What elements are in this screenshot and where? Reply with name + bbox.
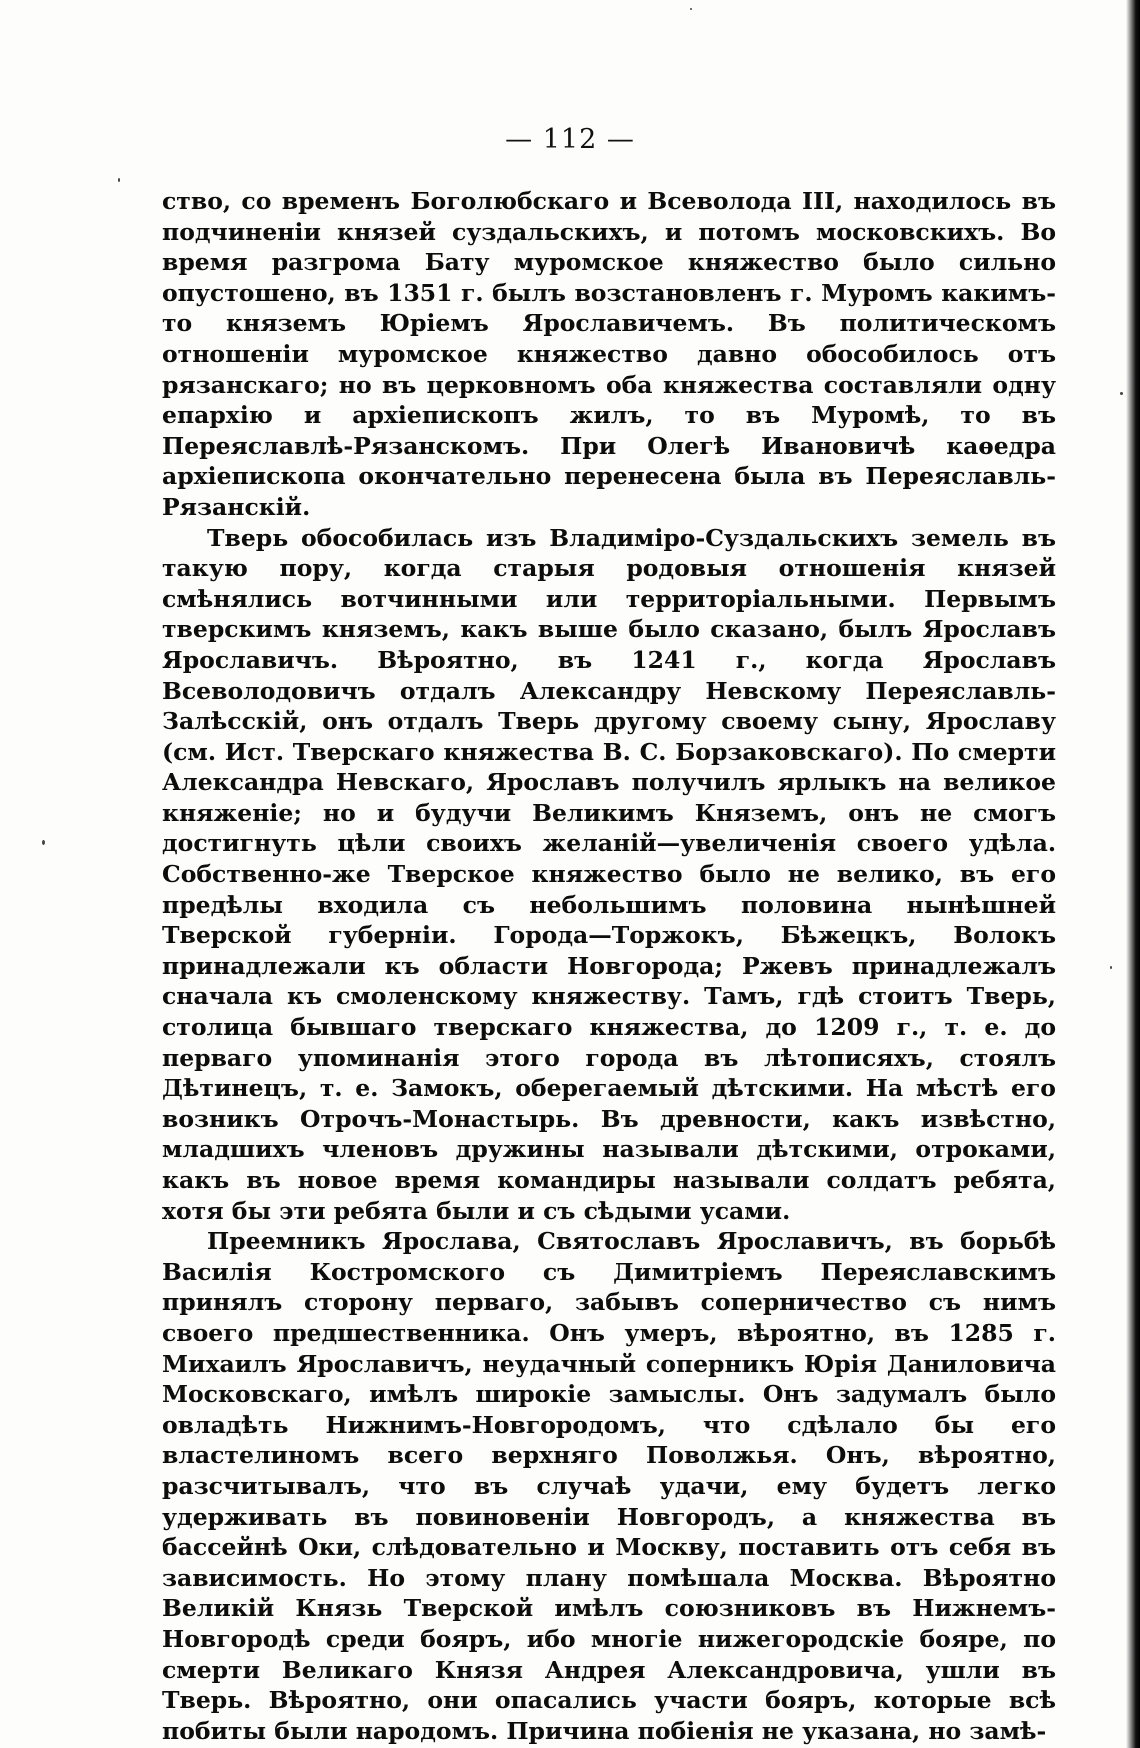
page-number: — 112 — [505,124,635,155]
scan-speck [1120,392,1123,395]
scan-speck [118,178,120,182]
scan-edge-shadow [1126,0,1140,1748]
paragraph-1: ство, со временъ Боголюбскаго и Всеволода III, находилось въ подчиненіи князей суздальскихъ, и потомъ московскихъ. Во время разгрома Бату муромское княжество было сильно опустошено, въ 1351 г. былъ возстановленъ г. Муромъ какимъ-то княземъ Юріемъ Ярославичемъ. Въ политическомъ отношеніи муромское княжество давно обособилось отъ рязанскаго; но въ церковномъ оба княжества составляли одну епархію и архіепископъ жилъ, то въ Муромѣ, то въ Переяславлѣ-Рязанскомъ. При Олегѣ Ивановичѣ каѳедра архіепископа окончательно перенесена была въ Переяславль-Рязанскій. [162,187,1056,521]
paragraph-3: Преемникъ Ярослава, Святославъ Ярославичъ, въ борьбѣ Василія Костромского съ Димитріемъ Переяславскимъ принялъ сторону перваго, забывъ соперничество съ нимъ своего предшественника. Онъ умеръ, вѣроятно, въ 1285 г. Михаилъ Ярославичъ, неудачный соперникъ Юрія Даниловича Московскаго, имѣлъ широкіе замыслы. Онъ задумалъ было овладѣть Нижнимъ-Новгородомъ, что сдѣлало бы его властелиномъ всего верхняго Поволжья. Онъ, вѣроятно, разсчитывалъ, что въ случаѣ удачи, ему будетъ легко удерживать въ повиновеніи Новгородъ, а княжества въ бассейнѣ Оки, слѣдовательно и Москву, поставить отъ себя въ зависимость. Но этому плану помѣшала Москва. Вѣроятно Великій Князь Тверской имѣлъ союзниковъ въ Нижнемъ-Новгородѣ среди бояръ, ибо многіе нижегородскіе бояре, по смерти Великаго Князя Андрея Александровича, ушли въ Тверь. Вѣроятно, они опасались участи бояръ, которые всѣ побиты были народомъ. Причина побіенія не указана, но замѣ- [162,1227,1056,1745]
scan-speck [1110,966,1112,969]
body-text [162,186,1056,1746]
scan-speck [690,8,692,10]
paragraph-2: Тверь обособилась изъ Владиміро-Суздальскихъ земель въ такую пору, когда старыя родовыя отношенія князей смѣнялись вотчинными или территоріальными. Первымъ тверскимъ княземъ, какъ выше было сказано, былъ Ярославъ Ярославичъ. Вѣроятно, въ 1241 г., когда Ярославъ Всеволодовичъ отдалъ Александру Невскому Переяславль-Залѣсскій, онъ отдалъ Тверь другому своему сыну, Ярославу (см. Ист. Тверскаго княжества В. С. Борзаковскаго). По смерти Александра Невскаго, Ярославъ получилъ ярлыкъ на великое княженіе; но и будучи Великимъ Княземъ, онъ не смогъ достигнуть цѣли своихъ желаній—увеличенія своего удѣла. Собственно-же Тверское княжество было не велико, въ его предѣлы входила съ небольшимъ половина нынѣшней Тверской губерніи. Города—Торжокъ, Бѣжецкъ, Волокъ принадлежали къ области Новгорода; Ржевъ принадлежалъ сначала къ смоленскому княжеству. Тамъ, гдѣ стоитъ Тверь, столица бывшаго тверскаго княжества, до 1209 г., т. е. до перваго упоминанія этого города въ лѣтописяхъ, стоялъ Дѣтинецъ, т. е. Замокъ, оберегаемый дѣтскими. На мѣстѣ его возникъ Отрочъ-Монастырь. Въ древности, какъ извѣстно, младшихъ членовъ дружины называли дѣтскими, отроками, какъ въ новое время командиры называли солдатъ ребята, хотя бы эти ребята были и съ сѣдыми усами. [162,523,1056,1225]
scan-speck [42,840,45,845]
